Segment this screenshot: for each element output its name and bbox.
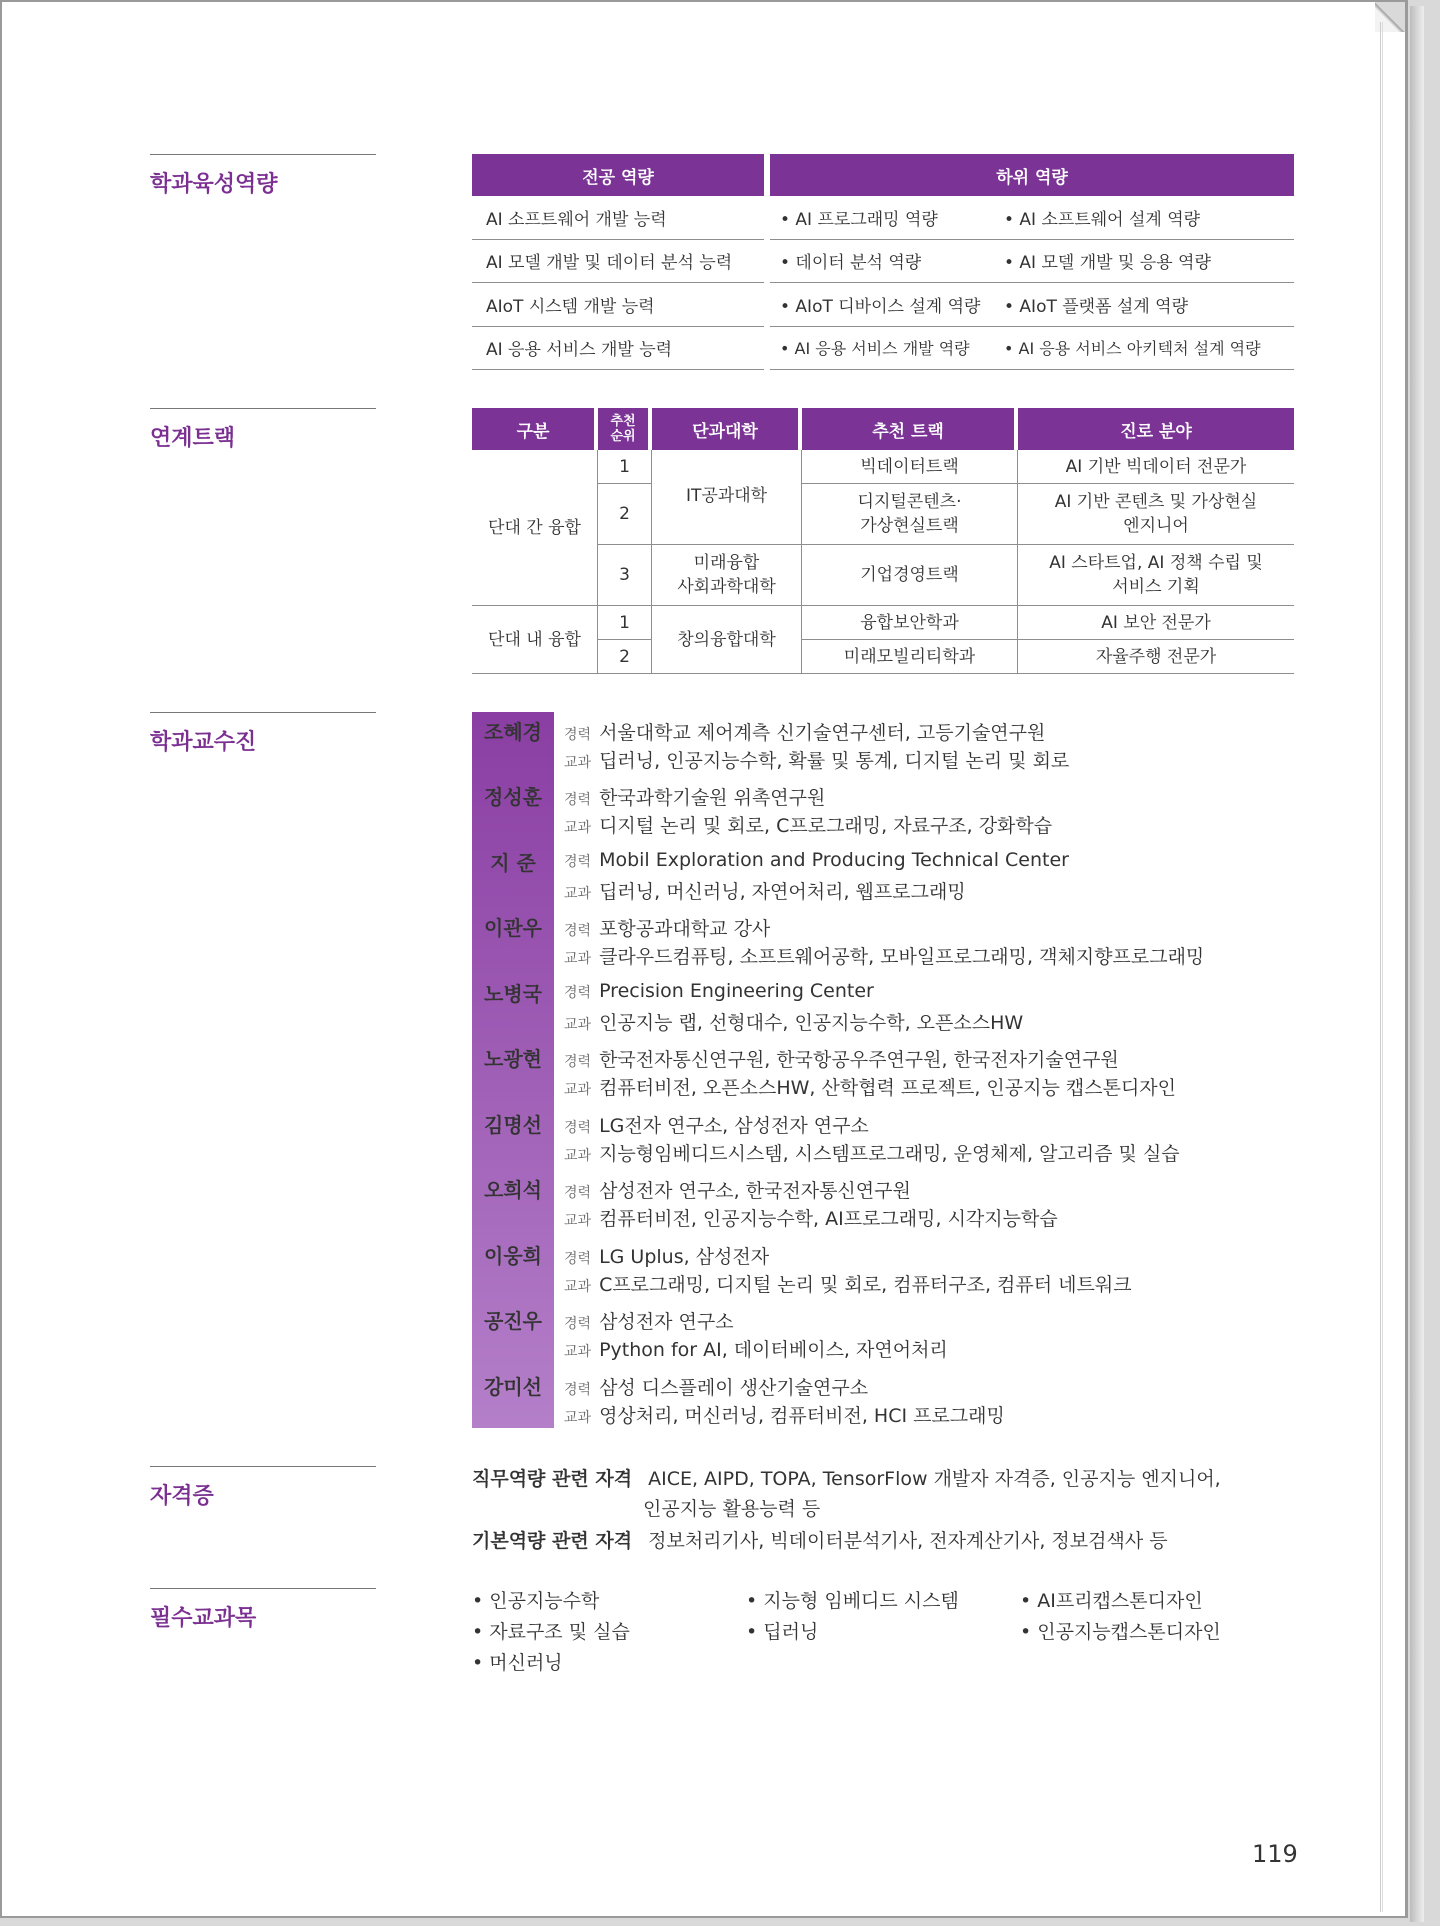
major-competency: AIoT 시스템 개발 능력 [472, 283, 764, 327]
basic-certificate-value: 정보처리기사, 빅데이터분석기사, 전자계산기사, 정보검색사 등 [648, 1530, 1168, 1552]
faculty-name: 이관우 [484, 916, 542, 940]
faculty-name: 정성훈 [484, 785, 542, 809]
faculty-course: 교과 딥러닝, 인공지능수학, 확률 및 통계, 디지털 논리 및 회로 [564, 750, 1070, 772]
track-cell: 디지털콘텐츠· 가상현실트랙 [802, 484, 1018, 545]
faculty-career: 경력 포항공과대학교 강사 [564, 918, 771, 940]
sub-competency: • 데이터 분석 역량 [780, 253, 922, 274]
faculty-course: 교과 Python for AI, 데이터베이스, 자연어처리 [564, 1339, 948, 1361]
career-cell: 자율주행 전문가 [1018, 640, 1294, 674]
header-sub: 하위 역량 [770, 154, 1294, 196]
faculty-name: 노광현 [484, 1047, 542, 1071]
sub-competency: • AIoT 플랫폼 설계 역량 [1004, 296, 1189, 317]
faculty-name: 오희석 [484, 1178, 542, 1202]
header-rank: 추천 순위 [598, 408, 652, 450]
college-cell: IT공과대학 [652, 450, 802, 545]
faculty-name: 조혜경 [484, 720, 542, 744]
section-competency-title: 학과육성역량 [150, 154, 376, 198]
header-category: 구분 [472, 408, 598, 450]
course-item: • 인공지능캡스톤디자인 [1020, 1621, 1221, 1643]
faculty-career: 경력 삼성 디스플레이 생산기술연구소 [564, 1377, 869, 1399]
table-row [472, 327, 1294, 371]
rank-cell: 1 [598, 450, 652, 484]
faculty-name: 공진우 [484, 1309, 542, 1333]
track-cell: 융합보안학과 [802, 606, 1018, 640]
faculty-career: 경력 LG Uplus, 삼성전자 [564, 1246, 770, 1268]
career-cell: AI 보안 전문가 [1018, 606, 1294, 640]
header-major: 전공 역량 [472, 154, 764, 196]
faculty-course: 교과 클라우드컴퓨팅, 소프트웨어공학, 모바일프로그래밍, 객체지향프로그래밍 [564, 946, 1205, 968]
page-shadow [1410, 6, 1424, 1922]
section-track-title: 연계트랙 [150, 408, 376, 452]
section-faculty-title: 학과교수진 [150, 712, 376, 756]
page-edge [1380, 22, 1383, 1912]
track-cell: 빅데이터트랙 [802, 450, 1018, 484]
rank-cell: 2 [598, 640, 652, 674]
job-certificate-value: AICE, AIPD, TOPA, TensorFlow 개발자 자격증, 인공지능 엔지니어, [648, 1468, 1221, 1490]
header-college: 단과대학 [652, 408, 802, 450]
basic-certificate [472, 1526, 1168, 1553]
faculty-name: 이웅희 [484, 1244, 542, 1268]
faculty-name: 노병국 [484, 982, 542, 1006]
faculty-career: 경력 서울대학교 제어계측 신기술연구센터, 고등기술연구원 [564, 722, 1046, 744]
job-certificate [472, 1464, 1221, 1491]
course-item: • 자료구조 및 실습 [472, 1621, 630, 1643]
header-track: 추천 트랙 [802, 408, 1018, 450]
career-cell: AI 기반 빅데이터 전문가 [1018, 450, 1294, 484]
faculty-course: 교과 영상처리, 머신러닝, 컴퓨터비전, HCI 프로그래밍 [564, 1405, 1005, 1427]
course-item: • 딥러닝 [746, 1621, 819, 1643]
major-competency: AI 모델 개발 및 데이터 분석 능력 [472, 240, 764, 284]
career-cell: AI 스타트업, AI 정책 수립 및 서비스 기획 [1018, 545, 1294, 606]
faculty-name: 김명선 [484, 1113, 542, 1137]
group-inter-college: 단대 간 융합 [472, 450, 598, 606]
sub-competency: • AI 모델 개발 및 응용 역량 [1004, 253, 1211, 274]
basic-certificate-label: 기본역량 관련 자격 [472, 1530, 633, 1552]
career-cell: AI 기반 콘텐츠 및 가상현실 엔지니어 [1018, 484, 1294, 545]
sub-competency: • AIoT 디바이스 설계 역량 [780, 296, 981, 317]
section-certificate-title: 자격증 [150, 1466, 376, 1510]
faculty-career: 경력 한국전자통신연구원, 한국항공우주연구원, 한국전자기술연구원 [564, 1049, 1119, 1071]
major-competency: AI 소프트웨어 개발 능력 [472, 196, 764, 240]
competency-table-header [472, 154, 1294, 196]
track-cell: 기업경영트랙 [802, 545, 1018, 606]
sub-competency: • AI 프로그래밍 역량 [780, 209, 938, 230]
header-career: 진로 분야 [1018, 408, 1294, 450]
sub-competency: • AI 응용 서비스 아키텍처 설계 역량 [1004, 339, 1261, 359]
course-item: • AI프리캡스톤디자인 [1020, 1590, 1203, 1612]
track-table [472, 408, 1294, 674]
faculty-course: 교과 컴퓨터비전, 오픈소스HW, 산학협력 프로젝트, 인공지능 캡스톤디자인 [564, 1077, 1177, 1099]
course-item: • 머신러닝 [472, 1652, 563, 1674]
major-competency: AI 응용 서비스 개발 능력 [472, 327, 764, 371]
college-cell: 미래융합 사회과학대학 [652, 545, 802, 606]
sub-competency: • AI 응용 서비스 개발 역량 [780, 339, 970, 359]
table-row [472, 283, 1294, 327]
faculty-course: 교과 지능형임베디드시스템, 시스템프로그래밍, 운영체제, 알고리즘 및 실습 [564, 1143, 1180, 1165]
faculty-course: 교과 C프로그래밍, 디지털 논리 및 회로, 컴퓨터구조, 컴퓨터 네트워크 [564, 1274, 1132, 1296]
faculty-name: 강미선 [484, 1375, 542, 1399]
sub-competency: • AI 소프트웨어 설계 역량 [1004, 209, 1201, 230]
course-item: • 인공지능수학 [472, 1590, 600, 1612]
competency-table [472, 154, 1294, 370]
group-intra-college: 단대 내 융합 [472, 606, 598, 674]
page-number: 119 [1252, 1840, 1298, 1868]
faculty-course: 교과 인공지능 랩, 선형대수, 인공지능수학, 오픈소스HW [564, 1012, 1024, 1034]
faculty-career: 경력 Mobil Exploration and Producing Technical Center [564, 849, 1069, 871]
faculty-course: 교과 디지털 논리 및 회로, C프로그래밍, 자료구조, 강화학습 [564, 815, 1053, 837]
rank-cell: 2 [598, 484, 652, 545]
course-item: • 지능형 임베디드 시스템 [746, 1590, 959, 1612]
faculty-career: 경력 삼성전자 연구소 [564, 1311, 734, 1333]
track-cell: 미래모빌리티학과 [802, 640, 1018, 674]
rank-cell: 1 [598, 606, 652, 640]
job-certificate-label: 직무역량 관련 자격 [472, 1468, 633, 1490]
table-row [472, 196, 1294, 240]
faculty-career: 경력 삼성전자 연구소, 한국전자통신연구원 [564, 1180, 911, 1202]
table-row [472, 240, 1294, 284]
faculty-name: 지 준 [490, 851, 536, 875]
faculty-career: 경력 LG전자 연구소, 삼성전자 연구소 [564, 1115, 869, 1137]
faculty-career: 경력 Precision Engineering Center [564, 980, 874, 1002]
section-required-title: 필수교과목 [150, 1588, 376, 1632]
faculty-career: 경력 한국과학기술원 위촉연구원 [564, 787, 826, 809]
faculty-course: 교과 딥러닝, 머신러닝, 자연어처리, 웹프로그래밍 [564, 881, 966, 903]
college-cell: 창의융합대학 [652, 606, 802, 674]
rank-cell: 3 [598, 545, 652, 606]
job-certificate-continued: 인공지능 활용능력 등 [643, 1498, 821, 1520]
faculty-course: 교과 컴퓨터비전, 인공지능수학, AI프로그래밍, 시각지능학습 [564, 1208, 1058, 1230]
